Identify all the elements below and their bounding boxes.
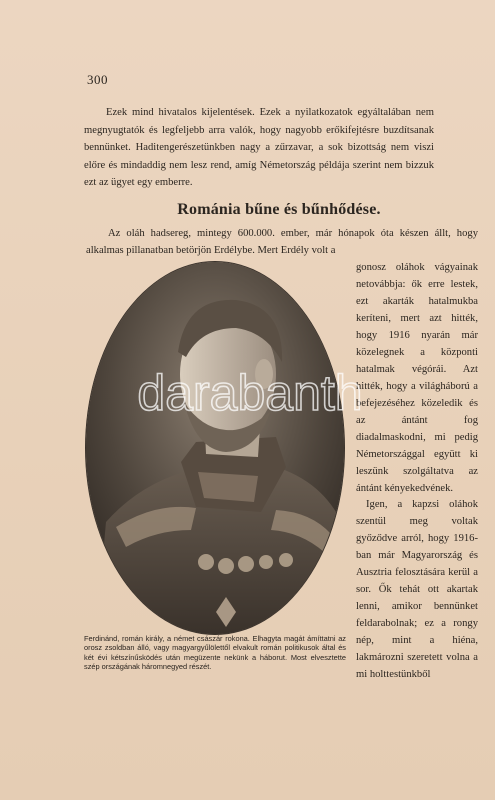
article-column-1: gonosz oláhok vágyainak netovábbja: ők erre lestek, ezt akarták hatalmukba keríteni, mert azt hitték, hogy 1916 nyarán már közelegnek a központi hatalmak végórái. Azt hitték, hogy a világháború a befejezéséhez közeledik és az ántánt fog diadalmaskodni, mi pedig Németországgal együtt ki leszünk szolgáltatva az ántánt kényekedvének.: [356, 262, 478, 494]
article-column-2: Igen, a kapzsi oláhok szentül meg voltak győződve arról, hogy 1916-ban már Magyarország és Ausztria felosztására kerül a sor. Ők tehát ott akartak lenni, amikor bennünket feldarabolnak; ez a rongy nép, mint a hiéna, lakmározni szeretett volna a mi holttestünkből: [356, 499, 478, 680]
portrait-illustration: [86, 262, 344, 634]
king-portrait-photo: [86, 262, 344, 634]
portrait-caption: Ferdinánd, román király, a német császár rokona. Elhagyta magát ámíttatni az orosz zsoldban álló, vagy magyargyűlölettől elvakult román politikusok által és két évi kétszínűsködés után megüzente nekünk a háborut. Most elvesztette szép országának háromnegyed részét.: [84, 634, 346, 672]
page-number: 300: [87, 72, 108, 87]
article-heading: Románia bűne és bűnhődése.: [177, 201, 381, 218]
watermark-text: darabanth: [137, 366, 363, 421]
article-lead-paragraph: Az oláh hadsereg, mintegy 600.000. ember, már hónapok óta készen állt, hogy alkalmas pillanatban betörjön Erdélybe. Mert Erdély volt a: [86, 228, 478, 256]
intro-paragraph: Ezek mind hivatalos kijelentések. Ezek a nyilatkozatok egyáltalában nem megnyugtatók és legfeljebb arra valók, hogy nagyobb erőkifejtésre buzdítsanak bennünket. Haditengerészetünkben nagy a zűrzavar, a sok bizottság nem viszi előre és mindaddig nem lesz rend, amíg Németország példája szerint nem bizzuk ezt az ügyet egy emberre.: [84, 107, 434, 188]
